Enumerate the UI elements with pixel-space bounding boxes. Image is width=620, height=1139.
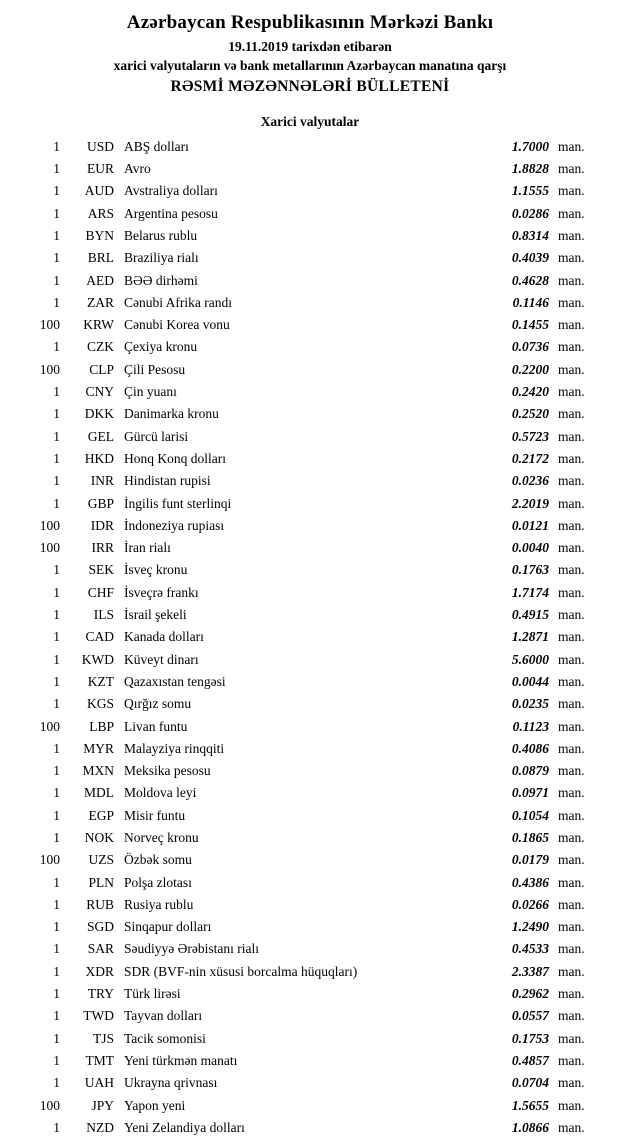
currency-rate: 0.1123	[512, 718, 549, 734]
currency-name: İsrail şekeli	[124, 607, 187, 623]
currency-units: 1	[53, 473, 60, 489]
currency-code: KGS	[86, 696, 114, 712]
currency-name: Avro	[124, 161, 151, 177]
table-row	[20, 515, 600, 537]
currency-name: ABŞ dolları	[124, 138, 189, 154]
table-row	[20, 760, 600, 782]
currency-unit: man.	[558, 473, 585, 489]
currency-code: UZS	[88, 852, 114, 868]
currency-name: İsveç kronu	[124, 562, 188, 578]
currency-rate: 0.2962	[511, 986, 549, 1002]
table-row	[20, 1005, 600, 1027]
currency-unit: man.	[558, 205, 585, 221]
currency-rate: 0.0235	[511, 696, 549, 712]
currency-rate: 0.2420	[511, 384, 549, 400]
currency-unit: man.	[558, 629, 585, 645]
currency-code: MXN	[82, 763, 114, 779]
currency-code: CLP	[89, 361, 114, 377]
currency-rate: 5.6000	[511, 651, 549, 667]
currency-units: 1	[53, 941, 60, 957]
table-row	[20, 292, 600, 314]
effective-date-line: 19.11.2019 tarixdən etibarən	[228, 38, 392, 54]
currency-unit: man.	[558, 1030, 585, 1046]
currency-units: 1	[53, 250, 60, 266]
exchange-rates-table	[20, 136, 600, 1139]
currency-code: JPY	[91, 1097, 114, 1113]
currency-rate: 0.0971	[511, 785, 549, 801]
currency-code: DKK	[84, 406, 114, 422]
currency-units: 100	[39, 517, 60, 533]
currency-units: 1	[53, 874, 60, 890]
currency-name: Danimarka kronu	[124, 406, 219, 422]
currency-units: 100	[39, 317, 60, 333]
table-row	[20, 894, 600, 916]
currency-name: SDR (BVF-nin xüsusi borcalma hüquqları)	[124, 963, 358, 979]
currency-name: Tayvan dolları	[124, 1008, 203, 1024]
currency-units: 1	[53, 763, 60, 779]
currency-code: CNY	[85, 384, 114, 400]
currency-units: 100	[39, 1097, 60, 1113]
currency-unit: man.	[558, 852, 585, 868]
currency-unit: man.	[558, 807, 585, 823]
currency-name: İndoneziya rupiası	[124, 517, 225, 533]
currency-name: Tacik somonisi	[124, 1030, 206, 1046]
currency-units: 100	[39, 852, 60, 868]
table-row	[20, 626, 600, 648]
currency-unit: man.	[558, 1119, 585, 1135]
currency-units: 1	[53, 740, 60, 756]
currency-name: Malayziya rinqqiti	[124, 740, 225, 756]
currency-code: RUB	[86, 896, 114, 912]
currency-name: Norveç kronu	[124, 830, 199, 845]
currency-unit: man.	[558, 517, 585, 533]
table-row	[20, 1117, 600, 1139]
currency-rate: 0.0704	[511, 1075, 549, 1091]
currency-unit: man.	[558, 584, 585, 600]
currency-rate: 0.0736	[511, 339, 549, 355]
currency-unit: man.	[558, 673, 585, 689]
currency-units: 1	[53, 629, 60, 645]
currency-rate: 0.4857	[511, 1052, 549, 1068]
currency-rate: 0.1455	[511, 317, 549, 333]
currency-rate: 2.3387	[511, 963, 549, 979]
currency-name: Livan funtu	[124, 718, 188, 734]
currency-name: Moldova leyi	[124, 785, 197, 801]
currency-rate: 0.0044	[511, 673, 549, 689]
table-row	[20, 582, 600, 604]
currency-code: CZK	[87, 339, 114, 355]
currency-code: NOK	[84, 830, 114, 845]
currency-units: 1	[53, 1008, 60, 1024]
currency-code: NZD	[86, 1119, 114, 1135]
table-row	[20, 961, 600, 983]
currency-rate: 1.7174	[511, 584, 549, 600]
currency-code: IRR	[91, 540, 114, 556]
currency-units: 1	[53, 384, 60, 400]
currency-name: Honq Konq dolları	[124, 450, 226, 466]
currency-code: LBP	[89, 718, 114, 734]
currency-code: TMT	[85, 1052, 114, 1068]
currency-unit: man.	[558, 607, 585, 623]
currency-units: 1	[53, 138, 60, 154]
currency-units: 1	[53, 607, 60, 623]
currency-rate: 0.4533	[511, 941, 549, 957]
table-row	[20, 916, 600, 938]
currency-unit: man.	[558, 161, 585, 177]
currency-code: ZAR	[87, 294, 114, 310]
table-row	[20, 493, 600, 515]
currency-code: KRW	[83, 317, 114, 333]
table-row	[20, 938, 600, 960]
table-row	[20, 314, 600, 336]
currency-code: CHF	[87, 584, 114, 600]
currency-code: AUD	[84, 183, 114, 199]
currency-code: CAD	[85, 629, 114, 645]
currency-units: 1	[53, 272, 60, 288]
table-row	[20, 1028, 600, 1050]
currency-rate: 1.7000	[511, 138, 549, 154]
currency-rate: 0.0040	[511, 540, 549, 556]
currency-rate: 0.2520	[511, 406, 549, 422]
currency-code: BYN	[85, 227, 114, 243]
currency-name: Qazaxıstan tengəsi	[124, 673, 226, 689]
currency-units: 1	[53, 919, 60, 935]
currency-unit: man.	[558, 428, 585, 444]
currency-units: 100	[39, 540, 60, 556]
currency-name: Belarus rublu	[124, 227, 198, 243]
currency-name: Özbək somu	[124, 852, 192, 868]
bulletin-title: RƏSMİ MƏZƏNNƏLƏRİ BÜLLETENİ	[170, 77, 450, 95]
currency-rate: 0.0557	[511, 1008, 549, 1024]
currency-unit: man.	[558, 450, 585, 466]
table-row	[20, 805, 600, 827]
currency-rate: 0.2172	[511, 450, 549, 466]
currency-units: 1	[53, 830, 60, 845]
currency-units: 1	[53, 673, 60, 689]
currency-code: MYR	[83, 740, 114, 756]
currency-code: GBP	[87, 495, 114, 511]
currency-unit: man.	[558, 1008, 585, 1024]
table-row	[20, 158, 600, 180]
currency-name: Yeni türkmən manatı	[124, 1052, 238, 1068]
currency-code: INR	[90, 473, 114, 489]
currency-rate: 0.0266	[511, 896, 549, 912]
currency-name: Kanada dolları	[124, 629, 204, 645]
table-row	[20, 225, 600, 247]
currency-name: Sinqapur dolları	[124, 919, 212, 935]
table-row	[20, 827, 600, 849]
table-row	[20, 359, 600, 381]
currency-code: SAR	[87, 941, 114, 957]
currency-rate: 0.2200	[511, 361, 549, 377]
currency-code: KZT	[87, 673, 114, 689]
table-row	[20, 403, 600, 425]
currency-unit: man.	[558, 250, 585, 266]
currency-unit: man.	[558, 540, 585, 556]
currency-name: Cənubi Korea vonu	[124, 317, 230, 333]
currency-units: 1	[53, 696, 60, 712]
table-row	[20, 604, 600, 626]
currency-rate: 1.8828	[511, 161, 549, 177]
currency-rate: 0.4039	[511, 250, 549, 266]
currency-rate: 0.4628	[511, 272, 549, 288]
currency-units: 1	[53, 428, 60, 444]
currency-code: TWD	[83, 1008, 114, 1024]
currency-name: Rusiya rublu	[124, 896, 194, 912]
currency-unit: man.	[558, 495, 585, 511]
currency-name: Avstraliya dolları	[124, 183, 218, 199]
currency-rate: 2.2019	[511, 495, 549, 511]
table-row	[20, 872, 600, 894]
currency-name: BƏƏ dirhəmi	[124, 272, 198, 288]
table-row	[20, 381, 600, 403]
currency-unit: man.	[558, 138, 585, 154]
currency-units: 100	[39, 361, 60, 377]
currency-name: Ukrayna qrivnası	[124, 1075, 218, 1091]
table-row	[20, 1095, 600, 1117]
currency-code: EGP	[88, 807, 114, 823]
bank-name: Azərbaycan Respublikasının Mərkəzi Bankı	[126, 12, 494, 33]
currency-code: SGD	[86, 919, 114, 935]
currency-rate: 1.0866	[511, 1119, 549, 1135]
table-row	[20, 537, 600, 559]
currency-rate: 0.0236	[511, 473, 549, 489]
currency-rate: 0.0179	[511, 852, 549, 868]
currency-name: Çili Pesosu	[124, 361, 186, 377]
currency-code: UAH	[84, 1075, 114, 1091]
currency-units: 1	[53, 450, 60, 466]
currency-name: Yeni Zelandiya dolları	[124, 1119, 245, 1135]
currency-code: SEK	[88, 562, 114, 578]
currency-unit: man.	[558, 874, 585, 890]
currency-code: XDR	[85, 963, 114, 979]
currency-code: KWD	[81, 651, 114, 667]
currency-units: 1	[53, 294, 60, 310]
currency-rate: 1.2871	[511, 629, 549, 645]
currency-units: 1	[53, 651, 60, 667]
currency-code: TRY	[87, 986, 114, 1002]
currency-unit: man.	[558, 384, 585, 400]
currency-units: 1	[53, 584, 60, 600]
currency-units: 1	[53, 161, 60, 177]
currency-name: Cənubi Afrika randı	[124, 294, 232, 310]
table-row	[20, 448, 600, 470]
currency-name: Meksika pesosu	[124, 763, 211, 779]
currency-units: 1	[53, 205, 60, 221]
currency-unit: man.	[558, 830, 585, 845]
currency-rate: 0.4086	[511, 740, 549, 756]
currency-name: Braziliya rialı	[124, 250, 199, 266]
currency-unit: man.	[558, 406, 585, 422]
currency-rate: 0.4915	[511, 607, 549, 623]
currency-units: 100	[39, 718, 60, 734]
table-row	[20, 782, 600, 804]
currency-units: 1	[53, 963, 60, 979]
currency-name: Gürcü larisi	[124, 428, 189, 444]
currency-name: Yapon yeni	[124, 1097, 186, 1113]
currency-code: MDL	[84, 785, 114, 801]
currency-rate: 0.1763	[511, 562, 549, 578]
currency-units: 1	[53, 1075, 60, 1091]
currency-rate: 1.5655	[511, 1097, 549, 1113]
currency-unit: man.	[558, 294, 585, 310]
currency-code: HKD	[84, 450, 114, 466]
table-row	[20, 716, 600, 738]
currency-unit: man.	[558, 1075, 585, 1091]
currency-name: Səudiyyə Ərəbistanı rialı	[124, 941, 259, 957]
currency-unit: man.	[558, 963, 585, 979]
table-row	[20, 270, 600, 292]
table-row	[20, 693, 600, 715]
currency-units: 1	[53, 1052, 60, 1068]
currency-rate: 0.0879	[511, 763, 549, 779]
currency-name: İsveçrə frankı	[124, 584, 199, 600]
table-row	[20, 180, 600, 202]
currency-unit: man.	[558, 740, 585, 756]
currency-units: 1	[53, 227, 60, 243]
currency-units: 1	[53, 562, 60, 578]
currency-code: USD	[86, 138, 114, 154]
table-row	[20, 1050, 600, 1072]
currency-code: BRL	[87, 250, 114, 266]
table-row	[20, 849, 600, 871]
currency-unit: man.	[558, 1097, 585, 1113]
currency-code: ARS	[87, 205, 114, 221]
table-row	[20, 203, 600, 225]
currency-unit: man.	[558, 1052, 585, 1068]
currency-unit: man.	[558, 227, 585, 243]
currency-name: Küveyt dinarı	[124, 651, 199, 667]
currency-name: Polşa zlotası	[124, 874, 192, 890]
currency-code: TJS	[92, 1030, 114, 1046]
currency-code: IDR	[90, 517, 114, 533]
table-row	[20, 426, 600, 448]
currency-units: 1	[53, 406, 60, 422]
currency-code: ILS	[93, 607, 114, 623]
currency-unit: man.	[558, 896, 585, 912]
currency-rate: 0.4386	[511, 874, 549, 890]
table-row	[20, 649, 600, 671]
currency-rate: 0.5723	[511, 428, 549, 444]
table-row	[20, 470, 600, 492]
currency-name: Argentina pesosu	[124, 205, 218, 221]
currency-units: 1	[53, 807, 60, 823]
currency-units: 1	[53, 183, 60, 199]
currency-unit: man.	[558, 272, 585, 288]
currency-name: Hindistan rupisi	[124, 473, 211, 489]
table-row	[20, 559, 600, 581]
currency-name: Çexiya kronu	[124, 339, 198, 355]
currency-units: 1	[53, 785, 60, 801]
currency-unit: man.	[558, 696, 585, 712]
currency-name: İran rialı	[124, 540, 171, 556]
currency-unit: man.	[558, 763, 585, 779]
currency-rate: 0.1054	[511, 807, 549, 823]
currency-unit: man.	[558, 183, 585, 199]
currency-name: Qırğız somu	[124, 696, 192, 712]
currency-rate: 0.1146	[512, 294, 549, 310]
table-row	[20, 738, 600, 760]
table-row	[20, 336, 600, 358]
currency-rate: 0.0286	[511, 205, 549, 221]
exchange-rates-body	[20, 136, 600, 1139]
currency-rate: 1.2490	[511, 919, 549, 935]
currency-units: 1	[53, 339, 60, 355]
table-row	[20, 1072, 600, 1094]
currency-unit: man.	[558, 361, 585, 377]
section-title: Xarici valyutalar	[260, 113, 360, 129]
currency-rate: 0.1865	[511, 830, 549, 845]
table-row	[20, 247, 600, 269]
currency-units: 1	[53, 896, 60, 912]
currency-unit: man.	[558, 339, 585, 355]
currency-code: EUR	[87, 161, 114, 177]
currency-code: PLN	[88, 874, 114, 890]
currency-code: AED	[86, 272, 114, 288]
table-row	[20, 136, 600, 158]
currency-rate: 0.8314	[511, 227, 549, 243]
currency-unit: man.	[558, 651, 585, 667]
table-row	[20, 983, 600, 1005]
currency-unit: man.	[558, 718, 585, 734]
currency-unit: man.	[558, 317, 585, 333]
document-header	[20, 12, 600, 96]
currency-name: Misir funtu	[124, 807, 186, 823]
currency-rate: 0.1753	[511, 1030, 549, 1046]
currency-name: İngilis funt sterlinqi	[124, 495, 232, 511]
currency-rate: 0.0121	[511, 517, 549, 533]
currency-unit: man.	[558, 941, 585, 957]
currency-units: 1	[53, 495, 60, 511]
currency-unit: man.	[558, 986, 585, 1002]
currency-unit: man.	[558, 562, 585, 578]
currency-rate: 1.1555	[511, 183, 549, 199]
currency-name: Çin yuanı	[124, 384, 177, 400]
currency-unit: man.	[558, 785, 585, 801]
currency-unit: man.	[558, 919, 585, 935]
table-row	[20, 671, 600, 693]
currency-units: 1	[53, 1119, 60, 1135]
subject-line: xarici valyutaların və bank metallarının Azərbaycan manatına qarşı	[113, 57, 507, 73]
currency-name: Türk lirəsi	[124, 986, 181, 1002]
currency-units: 1	[53, 1030, 60, 1046]
currency-units: 1	[53, 986, 60, 1002]
currency-code: GEL	[87, 428, 114, 444]
